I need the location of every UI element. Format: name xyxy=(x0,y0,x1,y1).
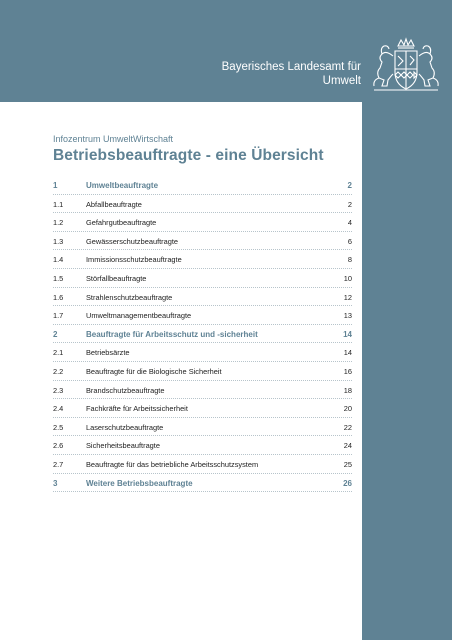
toc-label: Laserschutzbeauftragte xyxy=(86,422,164,432)
toc-page: 20 xyxy=(343,404,352,414)
bavarian-coat-of-arms-icon xyxy=(368,36,444,94)
toc-item-row[interactable] xyxy=(53,455,352,474)
toc-page: 22 xyxy=(343,422,352,432)
toc-page: 12 xyxy=(343,292,352,302)
toc-item-row[interactable] xyxy=(53,250,352,269)
toc-page: 14 xyxy=(343,329,352,339)
toc-num: 2.6 xyxy=(53,441,64,451)
toc-section-row[interactable] xyxy=(53,474,352,493)
toc-num: 2.3 xyxy=(53,385,64,395)
toc-label: Immissionsschutzbeauftragte xyxy=(86,255,182,265)
table-of-contents xyxy=(53,176,352,492)
toc-label: Umweltmanagementbeauftragte xyxy=(86,311,192,321)
toc-label: Abfallbeauftragte xyxy=(86,199,142,209)
toc-label: Beauftragte für Arbeitsschutz und -sicherheit xyxy=(86,329,258,339)
agency-name-line1: Bayerisches Landesamt für xyxy=(221,61,361,73)
toc-item-row[interactable] xyxy=(53,213,352,232)
toc-num: 1.6 xyxy=(53,292,64,302)
toc-page: 6 xyxy=(347,236,352,246)
toc-item-row[interactable] xyxy=(53,343,352,362)
toc-num: 2.4 xyxy=(53,404,64,414)
toc-label: Gewässerschutzbeauftragte xyxy=(86,236,179,246)
toc-label: Betriebsärzte xyxy=(86,348,130,358)
toc-num: 1 xyxy=(53,181,58,190)
toc-num: 1.2 xyxy=(53,218,64,228)
toc-page: 2 xyxy=(347,181,352,190)
toc-num: 1.5 xyxy=(53,273,64,283)
document-subtitle: Infozentrum UmweltWirtschaft xyxy=(53,134,174,144)
toc-page: 24 xyxy=(343,441,352,451)
toc-item-row[interactable] xyxy=(53,418,352,437)
toc-num: 1.7 xyxy=(53,311,64,321)
toc-item-row[interactable] xyxy=(53,195,352,214)
toc-num: 3 xyxy=(53,478,58,488)
toc-num: 1.4 xyxy=(53,255,64,265)
toc-item-row[interactable] xyxy=(53,399,352,418)
toc-item-row[interactable] xyxy=(53,381,352,400)
toc-page: 8 xyxy=(347,255,352,265)
toc-page: 14 xyxy=(343,348,352,358)
toc-label: Umweltbeauftragte xyxy=(86,181,159,190)
toc-num: 2.7 xyxy=(53,459,64,469)
toc-item-row[interactable] xyxy=(53,232,352,251)
toc-label: Fachkräfte für Arbeitssicherheit xyxy=(86,404,188,414)
toc-label: Störfallbeauftragte xyxy=(86,273,147,283)
toc-label: Sicherheitsbeauftragte xyxy=(86,441,160,451)
document-title: Betriebsbeauftragte - eine Übersicht xyxy=(53,147,324,164)
toc-item-row[interactable] xyxy=(53,436,352,455)
agency-name xyxy=(161,60,361,88)
toc-page: 25 xyxy=(343,459,352,469)
toc-label: Beauftragte für das betriebliche Arbeitsschutzsystem xyxy=(86,459,259,469)
toc-section-row[interactable] xyxy=(53,325,352,344)
toc-num: 2.5 xyxy=(53,422,64,432)
toc-label: Strahlenschutzbeauftragte xyxy=(86,292,173,302)
toc-item-row[interactable] xyxy=(53,269,352,288)
toc-page: 16 xyxy=(343,366,352,376)
toc-page: 4 xyxy=(347,218,352,228)
toc-label: Brandschutzbeauftragte xyxy=(86,385,165,395)
toc-label: Beauftragte für die Biologische Sicherheit xyxy=(86,366,222,376)
toc-num: 2.1 xyxy=(53,348,64,358)
toc-item-row[interactable] xyxy=(53,362,352,381)
toc-page: 18 xyxy=(343,385,352,395)
toc-section-row[interactable] xyxy=(53,176,352,195)
toc-num: 2 xyxy=(53,329,58,339)
toc-page: 10 xyxy=(343,273,352,283)
toc-item-row[interactable] xyxy=(53,288,352,307)
toc-page: 26 xyxy=(343,478,352,488)
toc-num: 2.2 xyxy=(53,366,64,376)
toc-item-row[interactable] xyxy=(53,306,352,325)
side-band xyxy=(362,102,452,640)
toc-page: 13 xyxy=(343,311,352,321)
toc-num: 1.3 xyxy=(53,236,64,246)
toc-label: Gefahrgutbeauftragte xyxy=(86,218,157,228)
toc-num: 1.1 xyxy=(53,199,64,209)
agency-name-line2: Umwelt xyxy=(322,75,361,87)
toc-page: 2 xyxy=(347,199,352,209)
toc-label: Weitere Betriebsbeauftragte xyxy=(86,478,193,488)
